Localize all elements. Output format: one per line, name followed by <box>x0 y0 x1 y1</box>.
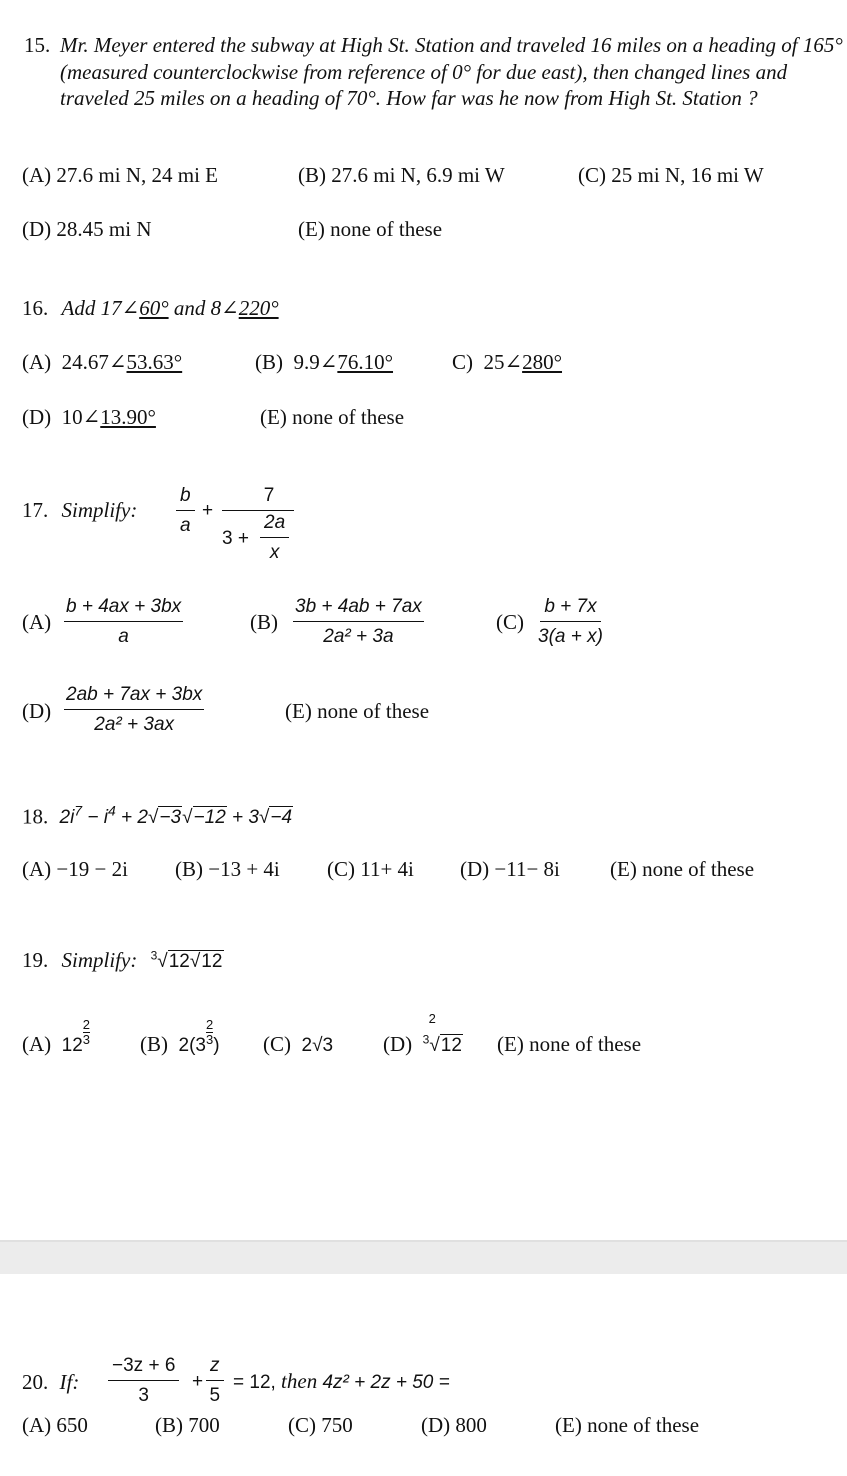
question-text: Add 17∠60° and 8∠220° <box>61 296 279 320</box>
choice-16-b[interactable]: (B) 9.9∠76.10° <box>255 350 394 374</box>
choice-17-d-label[interactable]: (D) <box>22 699 52 723</box>
choice-19-b[interactable]: (B) 2(3 $\frac{2}{3}$ ) <box>140 1017 220 1056</box>
plus-sign: + <box>202 500 214 521</box>
question-17 <box>22 498 137 523</box>
fraction-2: $\frac{z}{5}$ <box>206 1355 224 1407</box>
choice-19-a[interactable]: (A) 12 $\frac{2}{3}$ <box>22 1017 91 1056</box>
choice-20-d[interactable]: (D) 800 <box>421 1413 487 1437</box>
choice-17-a[interactable]: $\frac{b + 4ax + 3bx}{a}$ <box>66 596 182 647</box>
equation-rhs: = 12, then 4z² + 2z + 50 = <box>233 1369 450 1393</box>
choice-15-b[interactable]: (B) 27.6 mi N, 6.9 mi W <box>298 163 505 187</box>
choice-19-d[interactable]: (D) 2 $^3$√12 <box>383 1011 462 1056</box>
choice-18-a[interactable]: (A) −19 − 2i <box>22 857 128 881</box>
question-16 <box>22 296 279 321</box>
choice-17-b[interactable]: $\frac{3b + 4ab + 7ax}{\text{2a² + 3a}}$ <box>295 596 422 647</box>
question-prompt: Simplify: <box>61 948 138 972</box>
choice-18-d[interactable]: (D) −11− 8i <box>460 857 560 881</box>
choice-15-a[interactable]: (A) 27.6 mi N, 24 mi E <box>22 163 218 187</box>
choice-17-b-label[interactable]: (B) <box>250 610 278 634</box>
choice-18-c[interactable]: (C) 11+ 4i <box>327 857 414 881</box>
plus-sign: + <box>192 1371 204 1392</box>
choice-19-e[interactable]: (E) none of these <box>497 1032 642 1056</box>
question-20 <box>22 1370 79 1395</box>
question-18 <box>22 803 293 829</box>
question-expression: $2i^7 - i^4 + 2√-3√-12 + 3√-4$ <box>59 803 293 829</box>
expr-b-over-a: $\frac{b}{a}$ <box>176 485 195 537</box>
question-prompt: If: <box>59 1370 80 1394</box>
question-number: 19. <box>22 948 49 972</box>
choice-17-e[interactable]: (E) none of these <box>285 699 430 723</box>
choice-15-e[interactable]: (E) none of these <box>298 217 443 241</box>
choice-17-c-label[interactable]: (C) <box>496 610 524 634</box>
choice-16-e[interactable]: (E) none of these <box>260 405 405 429</box>
choice-19-c[interactable]: (C) 2√3 <box>263 1032 334 1056</box>
choice-17-d[interactable]: $\frac{2ab + 7ax + 3bx}{\text{2a² + 3ax}}$ <box>66 684 203 735</box>
choice-15-d[interactable]: (D) 28.45 mi N <box>22 217 152 241</box>
choice-20-b[interactable]: (B) 700 <box>155 1413 220 1437</box>
question-expression: $^3$√12√12 <box>150 948 223 972</box>
choice-20-e[interactable]: (E) none of these <box>555 1413 700 1437</box>
question-19 <box>22 948 224 973</box>
choice-16-d[interactable]: (D) 10∠13.90° <box>22 405 156 429</box>
question-number: 15. <box>24 33 51 57</box>
choice-15-c[interactable]: (C) 25 mi N, 16 mi W <box>578 163 764 187</box>
complex-fraction: 7 3 + $\frac{2a}{x}$ <box>222 484 294 511</box>
fraction-1: $\frac{-3z + 6}{3}$ <box>108 1355 179 1407</box>
choice-17-c[interactable]: $\frac{b + 7x}{3(a + x)}$ <box>538 596 603 647</box>
question-text: Mr. Meyer entered the subway at High St. Station and traveled 16 miles on a heading of 165° (measured counterclockwise from reference of 0° for due east), then changed lines and traveled 25 miles on a heading of 70°. How far was he now from High St. Station ? <box>60 33 843 110</box>
choice-18-b[interactable]: (B) −13 + 4i <box>175 857 280 881</box>
choice-20-c[interactable]: (C) 750 <box>288 1413 353 1437</box>
question-prompt: Simplify: <box>61 498 138 522</box>
choice-16-c[interactable]: C) 25∠280° <box>452 350 563 374</box>
question-number: 16. <box>22 296 49 320</box>
choice-17-a-label[interactable]: (A) <box>22 610 52 634</box>
question-number: 20. <box>22 1370 49 1394</box>
choice-20-a[interactable]: (A) 650 <box>22 1413 88 1437</box>
question-number: 18. <box>22 804 49 829</box>
choice-16-a[interactable]: (A) 24.67∠53.63° <box>22 350 183 374</box>
page-separator <box>0 1240 847 1274</box>
choice-18-e[interactable]: (E) none of these <box>610 857 755 881</box>
question-number: 17. <box>22 498 49 522</box>
